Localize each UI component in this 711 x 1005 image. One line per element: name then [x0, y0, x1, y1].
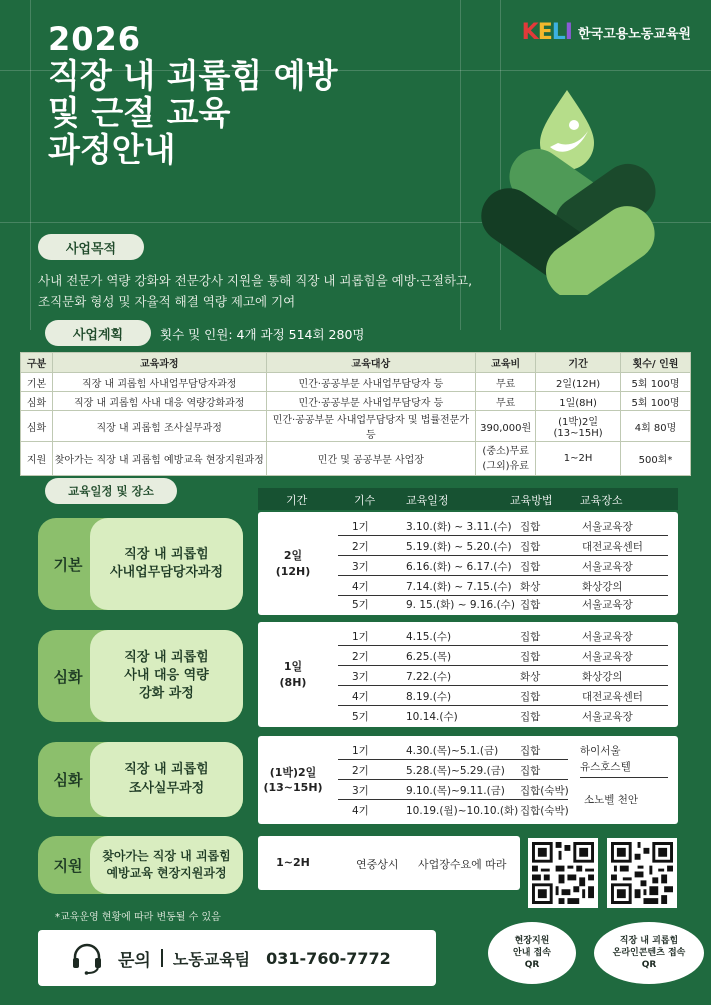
col-header: 교육대상 [266, 353, 476, 373]
round: 5기 [352, 599, 369, 611]
course-card-basic [38, 518, 243, 610]
purpose-line-2: 조직문화 형성 및 자율적 해결 역량 제고에 기여 [38, 294, 296, 310]
table-cell: 2일(12H) [536, 373, 621, 392]
course-category: 기본 [53, 555, 83, 574]
schedule-col-header: 교육방법 [510, 494, 553, 507]
round: 3기 [352, 785, 369, 797]
table-cell: 직장 내 괴롭힘 조사실무과정 [52, 411, 266, 442]
table-cell: 심화 [21, 392, 53, 411]
venue: 서울교육장 [582, 711, 633, 723]
purpose-line-1: 사내 전문가 역량 강화와 전문강사 지원을 통해 직장 내 괴롭힘을 예방·근절하고, [38, 273, 473, 288]
method: 화상 [520, 671, 541, 683]
table-cell: 지원 [21, 442, 53, 476]
schedule-row [338, 624, 668, 646]
table-row [21, 373, 691, 392]
course-note: 사업장수요에 따라 [418, 858, 507, 871]
org-logo [522, 20, 691, 45]
table-cell: 찾아가는 직장 내 괴롭힘 예방교육 현장지원과정 [52, 442, 266, 476]
table-cell: 1~2H [536, 442, 621, 476]
method: 집합 [520, 765, 541, 777]
qr-code-online-content[interactable] [607, 838, 677, 908]
headset-icon [70, 941, 104, 975]
dates: 4.15.(수) [406, 631, 452, 643]
course-category: 지원 [53, 856, 83, 875]
contact-box [38, 930, 436, 986]
dates: 10.19.(월)~10.10.(화) [406, 805, 519, 817]
method: 집합 [520, 541, 541, 553]
dates: 3.10.(화) ~ 3.11.(수) [406, 521, 512, 533]
footnote: *교육운영 현황에 따라 변동될 수 있음 [55, 912, 221, 923]
schedule-label: 교육일정 및 장소 [45, 478, 177, 504]
col-header: 구분 [21, 353, 53, 373]
course-period: 1일 (8H) [279, 660, 307, 689]
contact-team: 노동교육팀 [172, 949, 251, 969]
table-cell: 민간·공공부문 사내업무담당자 및 법률전문가 등 [266, 411, 476, 442]
table-cell: (1박)2일(13~15H) [536, 411, 621, 442]
contact-phone[interactable]: 031-760-7772 [266, 948, 391, 968]
dates: 5.28.(목)~5.29.(금) [406, 765, 505, 777]
round: 2기 [352, 765, 369, 777]
method: 집합 [520, 745, 541, 757]
round: 4기 [352, 805, 369, 817]
round: 3기 [352, 671, 369, 683]
course-round: 연중상시 [356, 858, 399, 871]
course-name: 찾아가는 직장 내 괴롭힘 예방교육 현장지원과정 [90, 836, 243, 894]
col-header: 교육과정 [52, 353, 266, 373]
table-cell: 4회 80명 [621, 411, 691, 442]
table-cell: 민간·공공부문 사내업무담당자 등 [266, 373, 476, 392]
page-title [48, 22, 338, 169]
dates: 10.14.(수) [406, 711, 458, 723]
table-cell: 500회* [621, 442, 691, 476]
round: 2기 [352, 651, 369, 663]
schedule-row [338, 738, 568, 760]
dates: 5.19.(화) ~ 5.20.(수) [406, 541, 512, 553]
col-header: 횟수/ 인원 [621, 353, 691, 373]
purpose-label: 사업목적 [38, 234, 144, 260]
plan-summary: 횟수 및 인원: 4개 과정 514회 280명 [160, 327, 365, 342]
method: 집합 [520, 631, 541, 643]
qr-code-field-support[interactable] [528, 838, 598, 908]
divider [161, 949, 163, 967]
dates: 7.14.(화) ~ 7.15.(수) [406, 581, 512, 593]
table-row [21, 442, 691, 476]
divider [580, 777, 668, 778]
schedule-row [338, 592, 668, 614]
table-header-row [21, 353, 691, 373]
method: 집합 [520, 651, 541, 663]
schedule-box-investigation [258, 736, 678, 824]
schedule-row [338, 534, 668, 556]
schedule-box-advanced-response [258, 622, 678, 727]
schedule-box-basic [258, 512, 678, 615]
course-card-support [38, 836, 243, 894]
schedule-row [338, 514, 668, 536]
contact-label: 문의 [118, 950, 151, 971]
course-category: 심화 [53, 771, 83, 789]
title-line-2: 및 근절 교육 [48, 92, 231, 132]
purpose-text [38, 270, 472, 313]
venue: 대전교육센터 [582, 541, 643, 553]
schedule-col-header: 기간 [286, 494, 308, 507]
schedule-row [338, 758, 568, 780]
schedule-row [338, 684, 668, 706]
leaf-decoration-graphic [470, 85, 670, 295]
round: 5기 [352, 711, 369, 723]
table-cell: 민간 및 공공부문 사업장 [266, 442, 476, 476]
table-cell: 민간·공공부문 사내업무담당자 등 [266, 392, 476, 411]
dates: 9. 15.(화) ~ 9.16.(수) [406, 599, 515, 611]
dates: 6.16.(화) ~ 6.17.(수) [406, 561, 512, 573]
table-cell: 무료 [476, 373, 536, 392]
table-cell: 기본 [21, 373, 53, 392]
dates: 7.22.(수) [406, 671, 452, 683]
grid-line [30, 0, 31, 330]
schedule-row [338, 704, 668, 726]
schedule-col-header: 교육일정 [406, 494, 449, 507]
col-header: 기간 [536, 353, 621, 373]
round: 4기 [352, 581, 369, 593]
schedule-header [258, 488, 678, 510]
course-card-investigation [38, 742, 243, 817]
course-name: 직장 내 괴롭힘 사내업무담당자과정 [90, 518, 243, 610]
table-cell: 390,000원 [476, 411, 536, 442]
keli-logo-mark: KELI [521, 20, 572, 45]
table-cell: (중소)무료 (그외)유료 [476, 442, 536, 476]
schedule-row [338, 554, 668, 576]
dates: 4.30.(목)~5.1.(금) [406, 745, 499, 757]
dates: 9.10.(목)~9.11.(금) [406, 785, 505, 797]
method: 집합(숙박) [520, 805, 569, 817]
method: 화상 [520, 581, 541, 593]
table-cell: 5회 100명 [621, 373, 691, 392]
venue: 서울교육장 [582, 599, 633, 611]
dates: 6.25.(목) [406, 651, 452, 663]
method: 집합 [520, 561, 541, 573]
qr-caption-bubble: 현장지원 안내 접속 QR [488, 922, 576, 984]
person-icon-head [569, 120, 579, 130]
method: 집합 [520, 711, 541, 723]
schedule-row [338, 664, 668, 686]
table-cell: 1일(8H) [536, 392, 621, 411]
course-period: 2일 (12H) [275, 549, 311, 578]
table-cell: 5회 100명 [621, 392, 691, 411]
venue: 하이서울 유스호스텔 [580, 745, 631, 773]
schedule-row [338, 644, 668, 666]
course-name: 직장 내 괴롭힘 사내 대응 역량 강화 과정 [90, 630, 243, 722]
org-name: 한국고용노동교육원 [577, 27, 691, 42]
table-row [21, 392, 691, 411]
title-line-3: 과정안내 [48, 129, 176, 169]
schedule-col-header: 기수 [354, 494, 376, 507]
venue: 서울교육장 [582, 561, 633, 573]
plan-label: 사업계획 [45, 320, 151, 346]
venue: 화상강의 [582, 581, 623, 593]
method: 집합 [520, 691, 541, 703]
course-category: 심화 [53, 667, 83, 686]
round: 1기 [352, 521, 369, 533]
venue: 소노벨 천안 [584, 794, 639, 806]
venue: 서울교육장 [582, 651, 633, 663]
course-period: 1~2H [276, 856, 310, 870]
venue: 서울교육장 [582, 521, 633, 533]
method: 집합 [520, 521, 541, 533]
qr-caption-bubble: 직장 내 괴롭힘 온라인콘텐츠 접속 QR [594, 922, 704, 984]
method: 집합(숙박) [520, 785, 569, 797]
schedule-col-header: 교육장소 [580, 494, 623, 507]
venue: 대전교육센터 [582, 691, 643, 703]
title-line-1: 직장 내 괴롭힘 예방 [48, 55, 338, 95]
round: 4기 [352, 691, 369, 703]
schedule-box-support [258, 836, 520, 890]
plan-table [20, 352, 691, 476]
round: 3기 [352, 561, 369, 573]
col-header: 교육비 [476, 353, 536, 373]
venue: 화상강의 [582, 671, 623, 683]
round: 1기 [352, 631, 369, 643]
table-cell: 심화 [21, 411, 53, 442]
round: 2기 [352, 541, 369, 553]
course-period: (1박)2일 (13~15H) [263, 765, 323, 794]
table-cell: 무료 [476, 392, 536, 411]
method: 집합 [520, 599, 541, 611]
dates: 8.19.(수) [406, 691, 452, 703]
table-row [21, 411, 691, 442]
venue: 서울교육장 [582, 631, 633, 643]
title-year: 2026 [48, 20, 142, 58]
schedule-row [338, 798, 568, 820]
table-cell: 직장 내 괴롭힘 사내업무담당자과정 [52, 373, 266, 392]
schedule-row [338, 778, 568, 800]
table-cell: 직장 내 괴롭힘 사내 대응 역량강화과정 [52, 392, 266, 411]
course-name: 직장 내 괴롭힘 조사실무과정 [90, 742, 243, 817]
course-card-advanced-response [38, 630, 243, 722]
round: 1기 [352, 745, 369, 757]
